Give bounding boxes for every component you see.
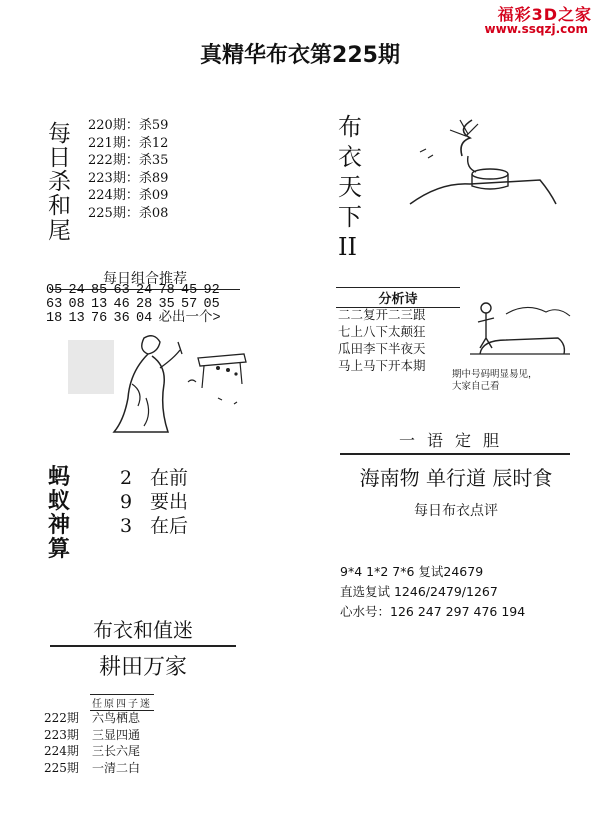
ant-god-char: 蚂 xyxy=(48,465,71,490)
ant-god-char: 神 xyxy=(48,513,71,538)
combo-row xyxy=(46,312,226,326)
combo-number: 05 xyxy=(203,297,220,312)
ant-god-number: 9 xyxy=(120,491,133,513)
riddle-text: 三长六尾 xyxy=(92,744,141,758)
note-line: 期中号码明显易见， xyxy=(452,369,538,380)
list-item xyxy=(44,710,140,727)
site-url: www.ssqzj.com xyxy=(484,22,588,36)
he-value-riddle: 耕田万家 xyxy=(98,655,187,680)
ant-god-number: 2 xyxy=(120,467,133,489)
combo-number: 05 xyxy=(46,283,63,298)
buyi-char: 布 xyxy=(338,113,362,141)
combo-number: 13 xyxy=(91,297,108,312)
kill-tail-label xyxy=(48,122,71,243)
kill-tail-char: 每 xyxy=(48,121,71,147)
poem-line: 二二复开二三跟 xyxy=(338,307,426,322)
riddle-text: 六鸟栖息 xyxy=(92,711,141,725)
list-item: 224期：杀09 xyxy=(88,188,169,203)
combo-number: 78 xyxy=(158,283,175,298)
ant-god-text: 在前 xyxy=(150,467,189,489)
buyi-char: 下 xyxy=(338,203,362,231)
kill-tail-list xyxy=(88,117,168,222)
ant-god-char: 算 xyxy=(48,537,71,562)
combo-number: 76 xyxy=(91,311,108,326)
ant-god-number: 3 xyxy=(120,515,133,537)
combo-number: 63 xyxy=(46,297,63,312)
issue-label: 225期 xyxy=(44,760,79,775)
one-phrase-text: 海南物 单行道 辰时食 xyxy=(359,466,553,490)
combo-number: 28 xyxy=(136,297,153,312)
numbers-line: 心水号：126 247 297 476 194 xyxy=(340,604,526,619)
riddle-text: 一清二白 xyxy=(92,760,141,775)
list-item: 220期：杀59 xyxy=(88,118,169,133)
kill-tail-char: 杀 xyxy=(48,169,71,196)
ant-god-char: 蚁 xyxy=(48,489,71,514)
issue-label: 223期 xyxy=(44,727,79,742)
ant-god-text: 要出 xyxy=(150,491,189,513)
flower-sketch-illustration xyxy=(466,296,576,362)
combo-number: 36 xyxy=(113,311,130,326)
analysis-note xyxy=(452,369,538,393)
combo-title: 每日组合推荐 xyxy=(50,268,240,290)
combo-number: 46 xyxy=(113,297,130,312)
list-item: 222期：杀35 xyxy=(88,153,169,168)
analysis-poem-title: 分析诗 xyxy=(336,287,460,308)
list-item: 223期：杀89 xyxy=(88,170,169,186)
list-item xyxy=(44,727,140,744)
list-item: 221期：杀12 xyxy=(88,135,169,151)
combo-number: 04 xyxy=(136,311,153,326)
ant-god-text: 在后 xyxy=(150,515,189,537)
site-logo-text: 福彩3D之家 xyxy=(497,5,592,24)
list-item: 225期：杀08 xyxy=(88,205,169,221)
buyi-char: 衣 xyxy=(338,143,362,171)
combo-number: 13 xyxy=(68,311,85,326)
numbers-line: 直选复试 1246/2479/1267 xyxy=(340,584,498,599)
list-item xyxy=(120,514,188,538)
poem-line: 瓜田李下半夜天 xyxy=(338,341,426,356)
buyi-tianxia-heading xyxy=(338,112,362,262)
numbers-line: 9*4 1*2 7*6 复试24679 xyxy=(340,564,484,579)
ant-god-list xyxy=(120,466,188,538)
issue-label: 222期 xyxy=(44,711,79,725)
combo-number: 35 xyxy=(158,297,175,312)
well-sketch-illustration xyxy=(400,112,560,212)
riddle-text: 三显四通 xyxy=(92,727,141,742)
old-man-sketch-illustration xyxy=(48,328,258,440)
ant-god-label xyxy=(48,466,70,562)
combo-row xyxy=(46,284,226,298)
list-item xyxy=(44,760,140,777)
combo-number: 08 xyxy=(68,297,85,312)
kill-tail-char: 尾 xyxy=(48,217,71,244)
combo-note: 必出一个> xyxy=(158,311,221,326)
list-item xyxy=(44,743,140,760)
buyi-char: 天 xyxy=(338,173,362,201)
combo-number: 92 xyxy=(203,283,220,298)
kill-tail-char: 和 xyxy=(48,193,71,220)
recommended-numbers xyxy=(340,562,525,622)
combo-number: 63 xyxy=(113,283,130,298)
note-line: 大家自己看 xyxy=(452,381,500,392)
daily-comment-subtitle: 每日布衣点评 xyxy=(414,503,498,519)
four-char-list xyxy=(44,710,140,776)
combo-number: 24 xyxy=(136,283,153,298)
list-item xyxy=(120,466,188,490)
poem-line: 七上八下太颠狂 xyxy=(338,324,426,339)
combo-number: 45 xyxy=(181,283,198,298)
issue-label: 224期 xyxy=(44,744,79,758)
combo-number-grid xyxy=(46,284,226,326)
page-title: 真精华布衣第225期 xyxy=(200,43,400,68)
poem-line: 马上马下开本期 xyxy=(338,358,426,373)
four-char-title: 任原四子迷 xyxy=(90,694,154,711)
kill-tail-char: 日 xyxy=(48,145,71,172)
combo-number: 57 xyxy=(181,297,198,312)
combo-number: 18 xyxy=(46,311,63,326)
combo-number: 24 xyxy=(68,283,85,298)
buyi-char: II xyxy=(338,233,357,261)
combo-row xyxy=(46,298,226,312)
combo-number: 85 xyxy=(91,283,108,298)
list-item xyxy=(120,490,188,514)
he-value-title: 布衣和值迷 xyxy=(50,614,236,647)
analysis-poem xyxy=(338,306,426,374)
one-phrase-title: 一语定胆 xyxy=(340,428,570,455)
